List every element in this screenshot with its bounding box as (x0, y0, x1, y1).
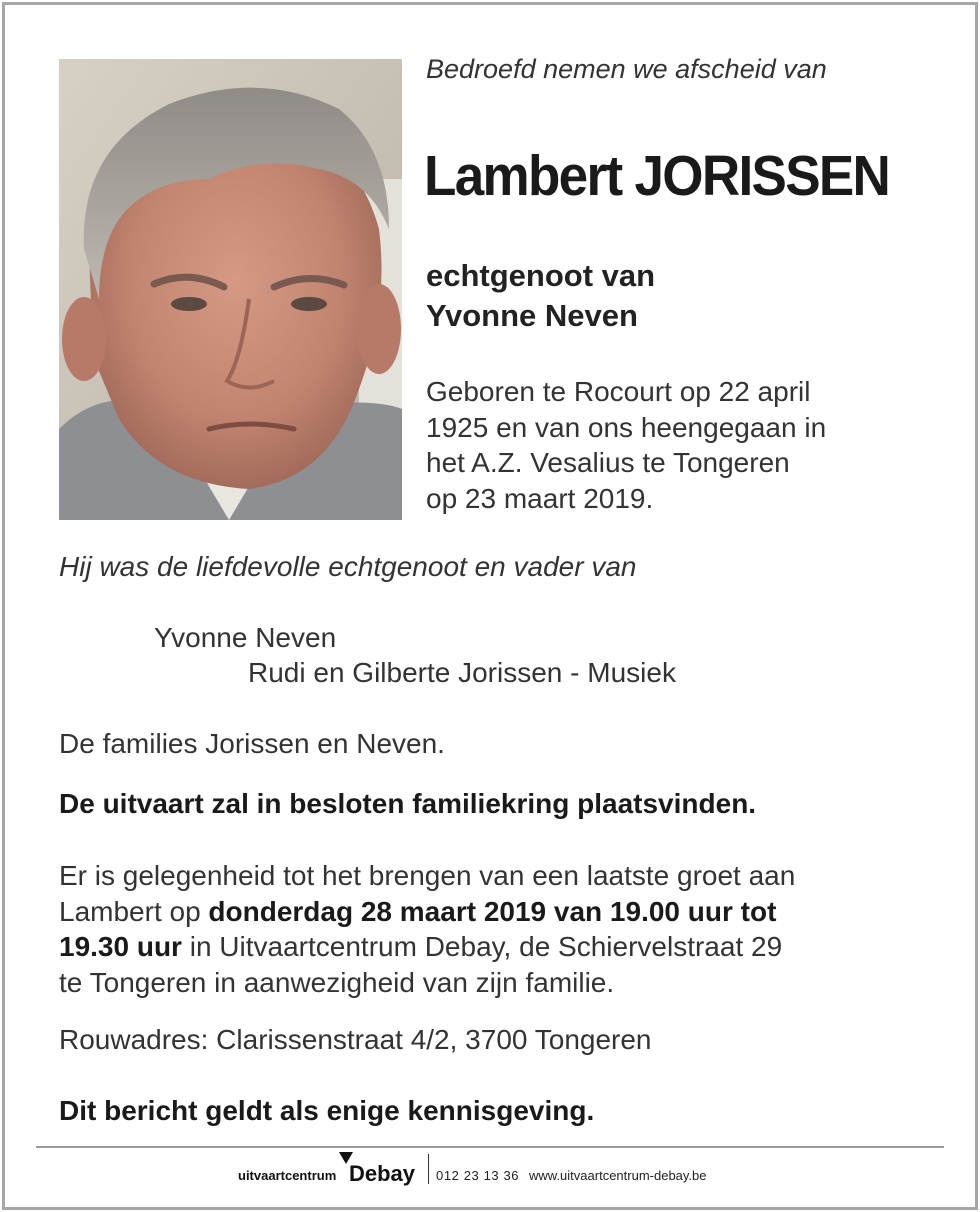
visitation-line (59, 894, 795, 930)
visitation-line: Er is gelegenheid tot het brengen van een laatste groet aan (59, 860, 796, 891)
relative-item: Yvonne Neven (154, 622, 337, 653)
relative-item: Rudi en Gilberte Jorissen - Musiek (248, 657, 676, 688)
spouse-line-2: Yvonne Neven (426, 298, 638, 333)
visitation-date: donderdag 28 maart 2019 van 19.00 uur tot (208, 895, 777, 927)
footer (238, 1152, 758, 1190)
visitation-line: te Tongeren in aanwezigheid van zijn familie. (59, 966, 615, 998)
visitation-text: Lambert op (59, 895, 209, 927)
families-line: De families Jorissen en Neven. (59, 728, 445, 759)
birth-death-line: 1925 en van ons heengegaan in (426, 411, 827, 443)
birth-death-line: Geboren te Rocourt op 22 april (426, 376, 811, 407)
footer-divider (428, 1154, 429, 1184)
birth-death-paragraph (426, 374, 826, 516)
relatives-lead: Hij was de liefdevolle echtgenoot en vader van (59, 551, 637, 582)
footer-divider-rule (36, 1146, 944, 1148)
visitation-paragraph (59, 858, 795, 1000)
brand-prefix: uitvaartcentrum (238, 1168, 337, 1183)
visitation-line (59, 929, 795, 965)
birth-death-line: het A.Z. Vesalius te Tongeren (426, 447, 790, 478)
visitation-text: in Uitvaartcentrum Debay, de Schiervelstraat 29 (181, 931, 783, 962)
funeral-note: De uitvaart zal in besloten familiekring plaatsvinden. (59, 788, 757, 819)
mourning-address: Rouwadres: Clarissenstraat 4/2, 3700 Tongeren (59, 1024, 652, 1055)
footer-phone: 012 23 13 36 (436, 1168, 520, 1183)
brand-name: Debay (349, 1161, 416, 1186)
intro-text: Bedroefd nemen we afscheid van (426, 54, 827, 84)
deceased-name: Lambert JORISSEN (424, 144, 890, 208)
portrait-illustration (59, 59, 402, 520)
portrait-photo (59, 59, 402, 520)
spouse-block (426, 256, 655, 336)
visitation-time: 19.30 uur (59, 931, 182, 962)
spouse-line-1: echtgenoot van (426, 258, 656, 293)
birth-death-line: op 23 maart 2019. (426, 482, 654, 514)
notice-text: Dit bericht geldt als enige kennisgeving. (59, 1095, 595, 1126)
footer-website[interactable]: www.uitvaartcentrum-debay.be (529, 1168, 707, 1183)
